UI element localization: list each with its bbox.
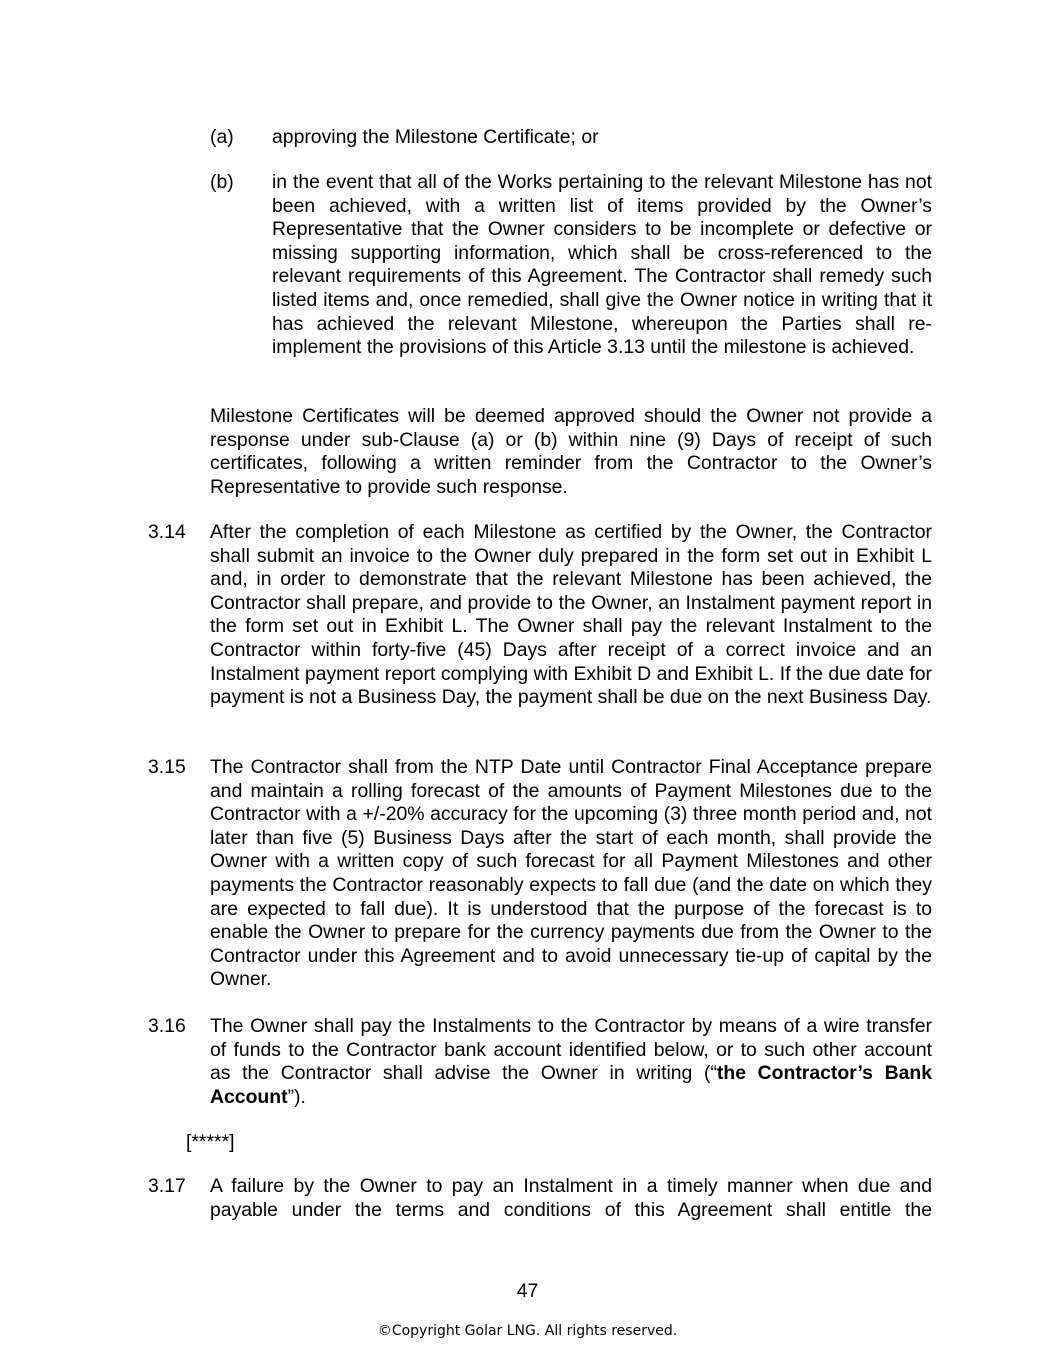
- clause-3-17-number: 3.17: [148, 1175, 186, 1197]
- clause-3-16-text-after: ”).: [287, 1085, 306, 1108]
- clause-3-16-number: 3.16: [148, 1015, 186, 1037]
- subclause-b-text: in the event that all of the Works pertaining to the relevant Milestone has not been achieved, with a written list of items provided by the Owner’s Representative that the Owner considers to be incomplete or defective or missing supporting information, which shall be cross-referenced to the relevant requirements of this Agreement. The Contractor shall remedy such listed items and, once remedied, shall give the Owner notice in writing that it has achieved the relevant Milestone, whereupon the Parties shall re-implement the provisions of this Article 3.13 until the milestone is achieved.: [272, 171, 932, 359]
- page-number: 47: [516, 1280, 539, 1302]
- clause-3-17-text: A failure by the Owner to pay an Instalment in a timely manner when due and payable under the terms and conditions of this Agreement shall entitle the: [210, 1175, 932, 1221]
- copyright-notice: ©Copyright Golar LNG. All rights reserved.: [377, 1323, 678, 1339]
- clause-3-16-text-before: The Owner shall pay the Instalments to the Contractor by means of a wire transfer of funds to the Contractor bank account identified below, or to such other account as the Contractor shall advise the Owner in writing (“: [210, 1015, 932, 1085]
- clause-3-15-number: 3.15: [148, 756, 186, 778]
- subclause-b-label: (b): [210, 171, 234, 193]
- subclause-a-label: (a): [210, 126, 234, 148]
- clause-3-16-defined-term: the Contractor’s Bank Account: [210, 1062, 933, 1108]
- subclause-a-text: approving the Milestone Certificate; or: [272, 126, 599, 148]
- clause-3-14-text: After the completion of each Milestone as certified by the Owner, the Contractor shall submit an invoice to the Owner duly prepared in the form set out in Exhibit L and, in order to demonstrate that the relevant Milestone has been achieved, the Contractor shall prepare, and provide to the Owner, an Instalment payment report in the form set out in Exhibit L. The Owner shall pay the relevant Instalment to the Contractor within forty-five (45) Days after receipt of a correct invoice and an Instalment payment report complying with Exhibit D and Exhibit L. If the due date for payment is not a Business Day, the payment shall be due on the next Business Day.: [210, 521, 932, 709]
- clause-3-14-number: 3.14: [148, 521, 186, 543]
- clause-3-15-text: The Contractor shall from the NTP Date until Contractor Final Acceptance prepare and maintain a rolling forecast of the amounts of Payment Milestones due to the Contractor with a +/-20% accuracy for the upcoming (3) three month period and, not later than five (5) Business Days after the start of each month, shall provide the Owner with a written copy of such forecast for all Payment Milestones and other payments the Contractor reasonably expects to fall due (and the date on which they are expected to fall due). It is understood that the purpose of the forecast is to enable the Owner to prepare for the currency payments due from the Owner to the Contractor under this Agreement and to avoid unnecessary tie-up of capital by the Owner.: [210, 756, 932, 991]
- redaction-marker: [*****]: [186, 1131, 235, 1153]
- deemed-approval-paragraph: Milestone Certificates will be deemed approved should the Owner not provide a response under sub-Clause (a) or (b) within nine (9) Days of receipt of such certificates, following a written reminder from the Contractor to the Owner’s Representative to provide such response.: [210, 405, 932, 498]
- clause-3-16-text: [210, 1015, 932, 1109]
